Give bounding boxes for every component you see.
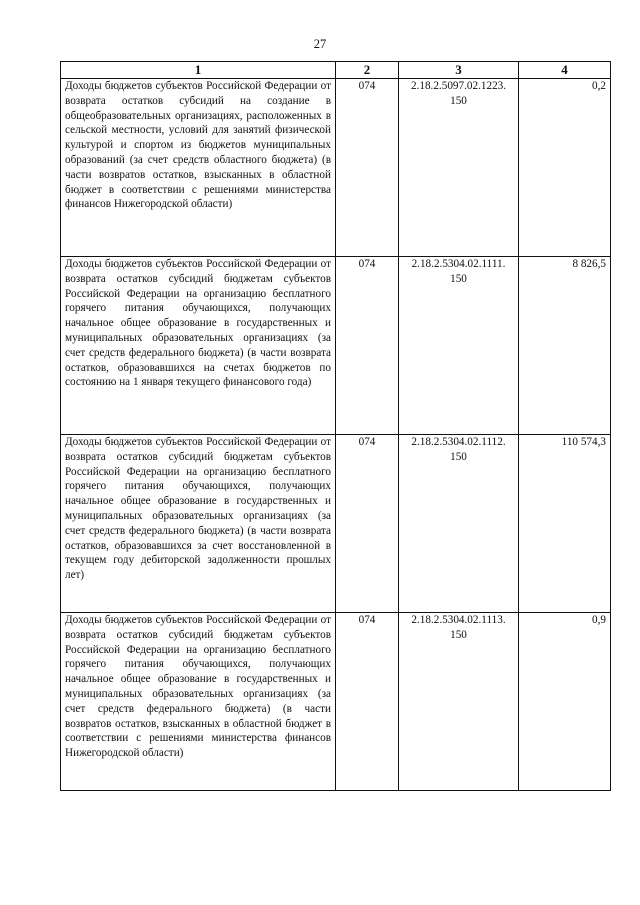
budget-classification-code: 2.18.2.5304.02.1113. 150 <box>399 613 519 791</box>
revenue-description: Доходы бюджетов субъектов Российской Федерации от возврата остатков субсидий на создание в общеобразовательных организациях, расположенных в сельской местности, условий для занятий физической культурой и спортом из бюджетов муниципальных образований (за счет средств областного бюджета) (в части возвратов остатков, взысканных в областной бюджет в соответствии с решениями министерства финансов Нижегородской области) <box>61 79 336 257</box>
budget-classification-code: 2.18.2.5304.02.1112. 150 <box>399 435 519 613</box>
column-header-2: 2 <box>336 62 399 79</box>
budget-classification-code: 2.18.2.5304.02.1111. 150 <box>399 257 519 435</box>
table-row <box>61 79 611 257</box>
budget-revenue-table <box>60 61 611 791</box>
column-header-4: 4 <box>519 62 611 79</box>
table-row <box>61 435 611 613</box>
amount: 0,2 <box>519 79 611 257</box>
admin-code: 074 <box>336 79 399 257</box>
amount: 8 826,5 <box>519 257 611 435</box>
admin-code: 074 <box>336 435 399 613</box>
revenue-description: Доходы бюджетов субъектов Российской Федерации от возврата остатков субсидий бюджетам субъектов Российской Федерации на организацию бесплатного горячего питания обучающихся, получающих начальное общее образование в государственных и муниципальных образовательных организациях (за счет средств федерального бюджета) (в части возврата остатков, образовавшихся за счет восстановленной в текущем году дебиторской задолженности прошлых лет) <box>61 435 336 613</box>
column-header-1: 1 <box>61 62 336 79</box>
revenue-description: Доходы бюджетов субъектов Российской Федерации от возврата остатков субсидий бюджетам субъектов Российской Федерации на организацию бесплатного горячего питания обучающихся, получающих начальное общее образование в государственных и муниципальных образовательных организациях (за счет средств федерального бюджета) (в части возвратов остатков, взысканных в областной бюджет в соответствии с решениями министерства финансов Нижегородской области) <box>61 613 336 791</box>
admin-code: 074 <box>336 257 399 435</box>
page-number: 27 <box>313 37 327 51</box>
revenue-description: Доходы бюджетов субъектов Российской Федерации от возврата остатков субсидий бюджетам субъектов Российской Федерации на организацию бесплатного горячего питания обучающихся, получающих начальное общее образование в государственных и муниципальных образовательных организациях (за счет средств федерального бюджета) (в части возврата остатков, образовавшихся на счетах бюджетов по состоянию на 1 января текущего финансового года) <box>61 257 336 435</box>
admin-code: 074 <box>336 613 399 791</box>
amount: 0,9 <box>519 613 611 791</box>
budget-classification-code: 2.18.2.5097.02.1223. 150 <box>399 79 519 257</box>
table-header-row <box>61 62 611 79</box>
table-row <box>61 613 611 791</box>
table-row <box>61 257 611 435</box>
column-header-3: 3 <box>399 62 519 79</box>
amount: 110 574,3 <box>519 435 611 613</box>
